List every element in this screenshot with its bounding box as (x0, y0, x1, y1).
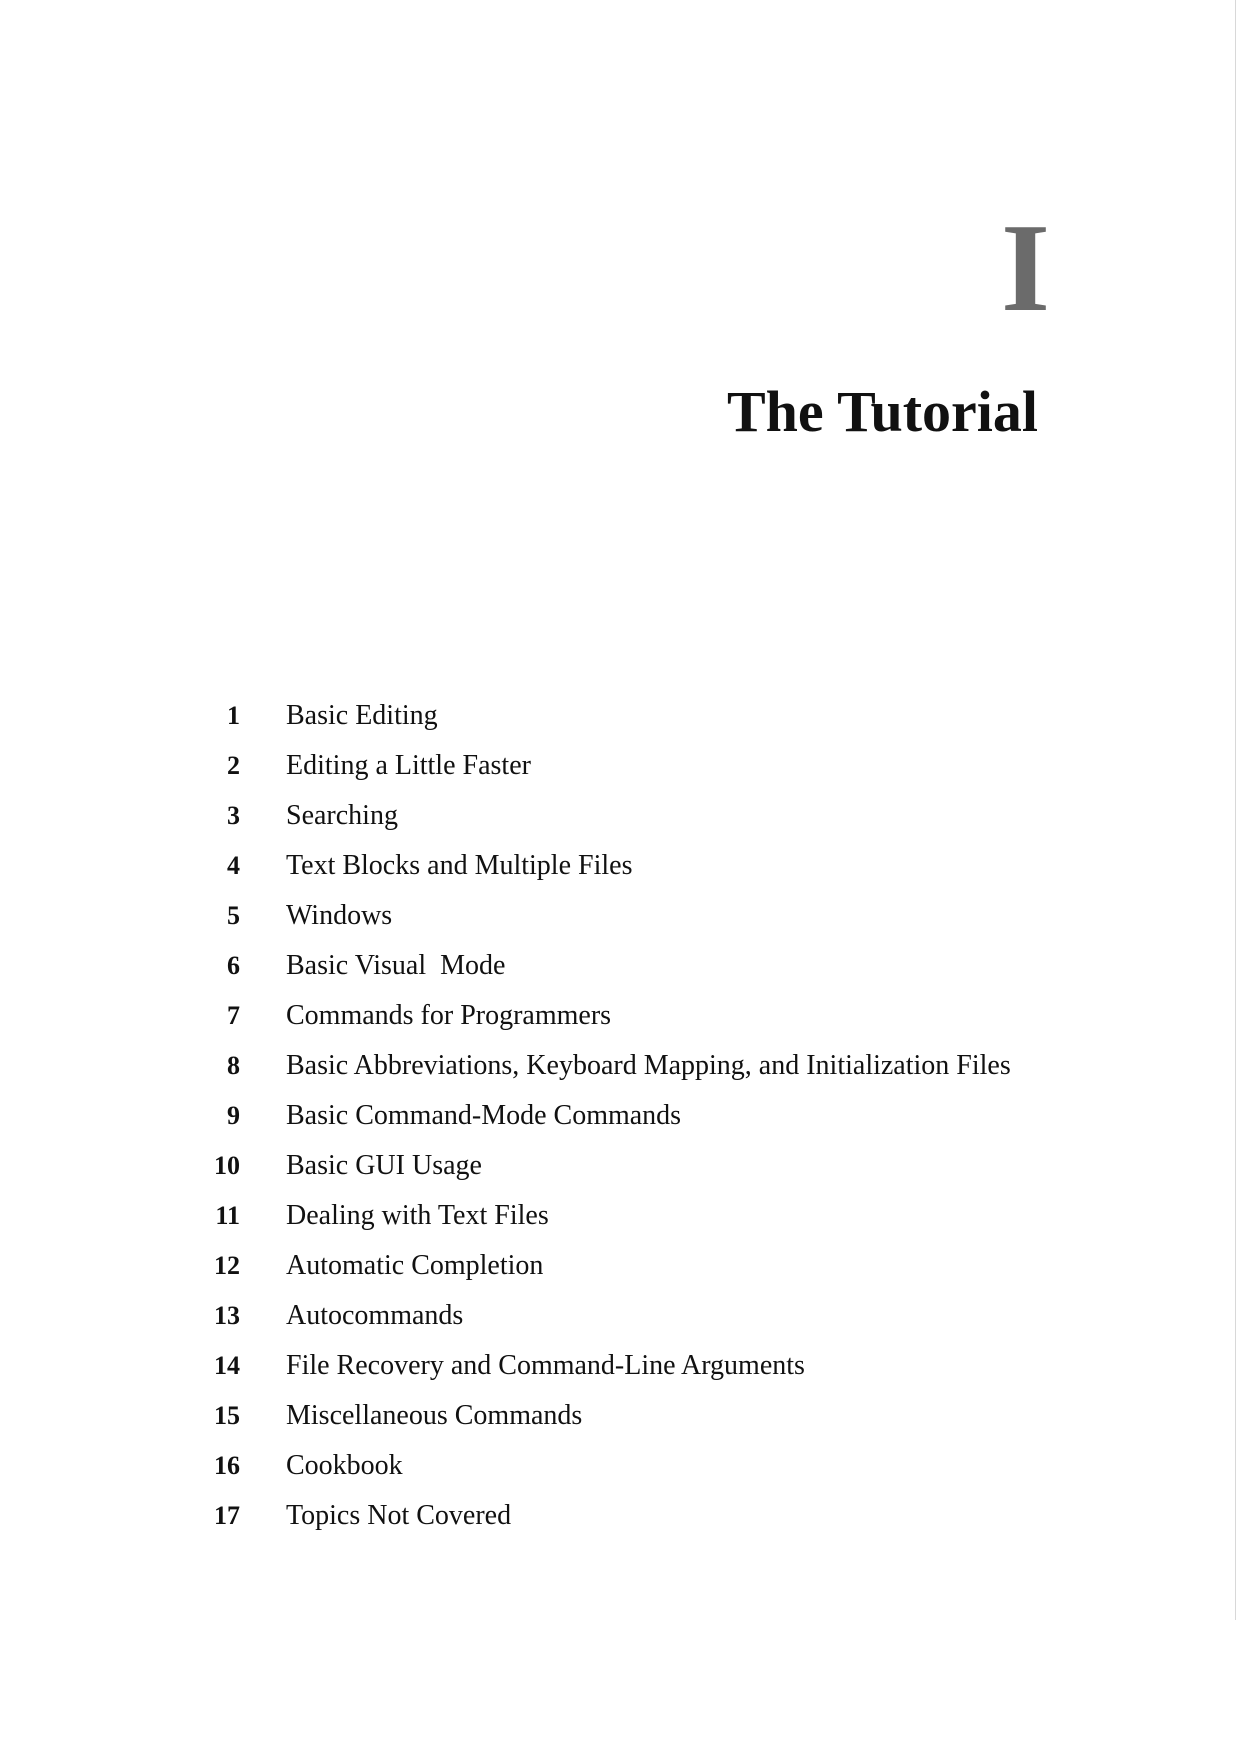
chapter-item (200, 700, 1011, 750)
chapter-item (200, 800, 1011, 850)
chapter-title: Miscellaneous Commands (286, 1400, 583, 1431)
chapter-title: Autocommands (286, 1300, 464, 1331)
chapter-item (200, 1500, 1011, 1550)
chapter-title: Basic Abbreviations, Keyboard Mapping, and Initialization Files (286, 1050, 1011, 1081)
chapter-number: 17 (214, 1501, 240, 1530)
page-edge-line (1235, 0, 1236, 1620)
chapter-number: 16 (214, 1451, 240, 1480)
chapter-item (200, 1100, 1011, 1150)
chapter-title: Topics Not Covered (286, 1500, 512, 1531)
chapter-item (200, 1350, 1011, 1400)
chapter-item (200, 900, 1011, 950)
chapter-number: 9 (227, 1101, 240, 1130)
chapter-title: Basic Editing (286, 700, 438, 731)
chapter-title: Basic GUI Usage (286, 1150, 482, 1181)
chapter-title: Automatic Completion (286, 1250, 544, 1281)
chapter-number: 15 (214, 1401, 240, 1430)
chapter-item (200, 1050, 1011, 1100)
chapter-title: Text Blocks and Multiple Files (286, 850, 633, 881)
chapter-item (200, 1150, 1011, 1200)
chapter-title: Cookbook (286, 1450, 403, 1481)
chapter-number: 2 (227, 751, 240, 780)
chapter-item (200, 1250, 1011, 1300)
chapter-title: Basic Command-Mode Commands (286, 1100, 682, 1131)
part-numeral: I (1000, 199, 1050, 338)
chapter-number: 11 (215, 1201, 240, 1230)
chapter-title: Windows (286, 900, 393, 931)
chapter-list (200, 700, 1011, 1550)
chapter-item (200, 1400, 1011, 1450)
chapter-title: Commands for Programmers (286, 1000, 612, 1031)
part-title: The Tutorial (726, 379, 1038, 444)
chapter-number: 13 (214, 1301, 240, 1330)
chapter-number: 1 (227, 701, 240, 730)
chapter-number: 7 (227, 1001, 240, 1030)
chapter-number: 12 (214, 1251, 240, 1280)
chapter-number: 14 (214, 1351, 240, 1380)
chapter-item (200, 950, 1011, 1000)
chapter-title: Dealing with Text Files (286, 1200, 549, 1231)
chapter-number: 4 (227, 851, 240, 880)
chapter-title: File Recovery and Command-Line Arguments (286, 1350, 805, 1381)
chapter-number: 10 (214, 1151, 240, 1180)
chapter-item (200, 1450, 1011, 1500)
chapter-number: 8 (227, 1051, 240, 1080)
chapter-item (200, 1200, 1011, 1250)
chapter-number: 6 (227, 951, 240, 980)
chapter-item (200, 1300, 1011, 1350)
chapter-title: Basic Visual Mode (286, 950, 506, 981)
chapter-number: 5 (227, 901, 240, 930)
chapter-item (200, 850, 1011, 900)
chapter-title: Editing a Little Faster (286, 750, 531, 781)
chapter-number: 3 (227, 801, 240, 830)
chapter-item (200, 1000, 1011, 1050)
chapter-item (200, 750, 1011, 800)
chapter-title: Searching (286, 800, 398, 831)
